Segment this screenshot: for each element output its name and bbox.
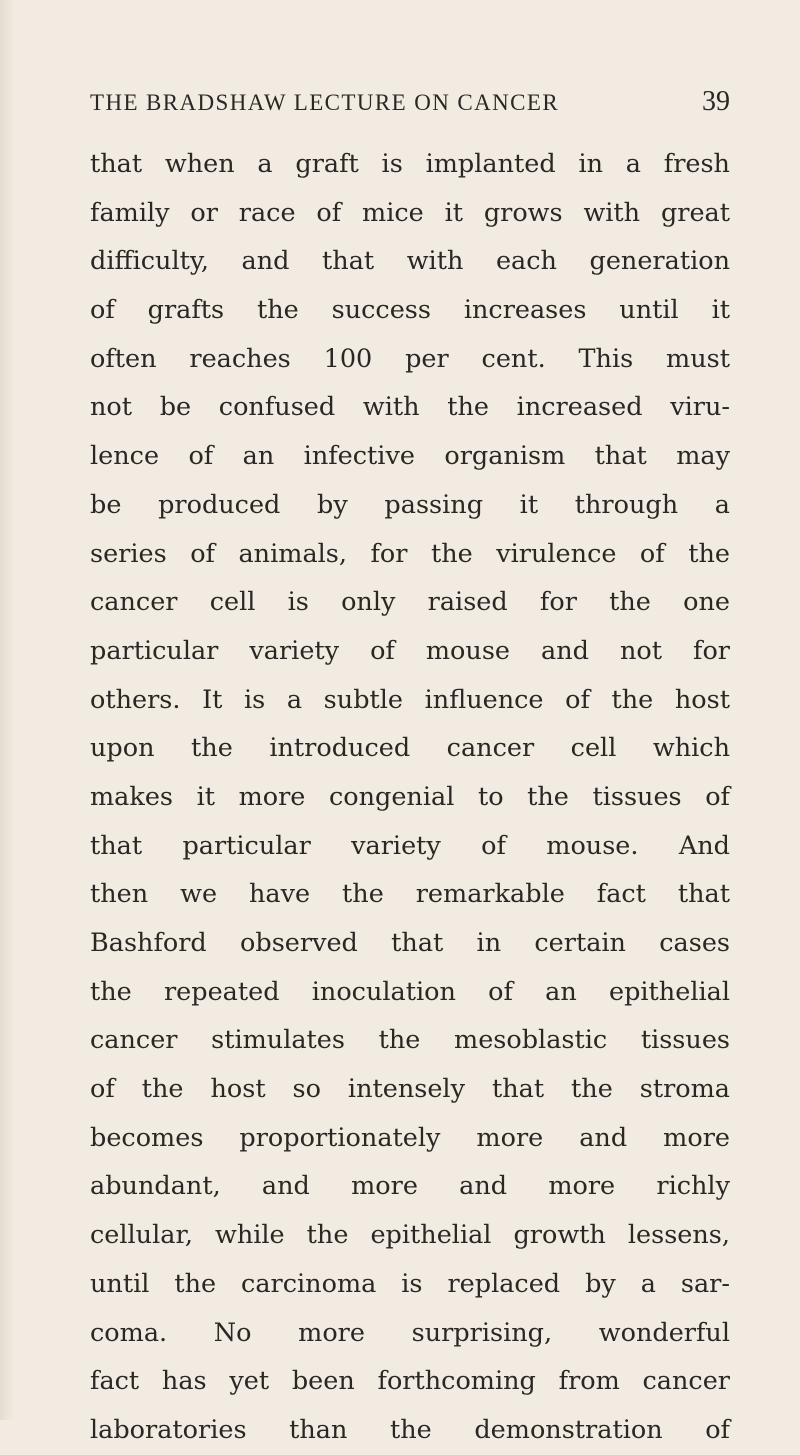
page-edge-shadow [0, 0, 14, 1420]
text-line: not be confused with the increased viru- [90, 392, 730, 423]
text-line: difficulty, and that with each generation [90, 246, 730, 277]
page-number: 39 [702, 86, 730, 117]
text-line: often reaches 100 per cent. This must [90, 343, 730, 374]
text-line: lence of an infective organism that may [90, 441, 730, 472]
text-line: becomes proportionately more and more [90, 1122, 730, 1153]
text-line: until the carcinoma is replaced by a sar- [90, 1268, 730, 1299]
text-line: abundant, and more and more richly [90, 1171, 730, 1202]
text-line: cellular, while the epithelial growth lessens, [90, 1220, 730, 1251]
text-line: series of animals, for the virulence of the [90, 538, 730, 569]
text-line: that particular variety of mouse. And [90, 830, 730, 861]
text-line: of grafts the success increases until it [90, 295, 730, 326]
text-line: family or race of mice it grows with great [90, 197, 730, 228]
text-line: upon the introduced cancer cell which [90, 733, 730, 764]
text-line: others. It is a subtle influence of the host [90, 684, 730, 715]
running-head [90, 86, 730, 118]
text-line: cancer cell is only raised for the one [90, 587, 730, 618]
text-line: the repeated inoculation of an epithelial [90, 976, 730, 1007]
text-line: laboratories than the demonstration of [90, 1414, 730, 1445]
body-text [90, 140, 730, 1455]
text-line: coma. No more surprising, wonderful [90, 1317, 730, 1348]
text-line: then we have the remarkable fact that [90, 879, 730, 910]
text-line: particular variety of mouse and not for [90, 635, 730, 666]
text-line: of the host so intensely that the stroma [90, 1074, 730, 1105]
text-line: Bashford observed that in certain cases [90, 928, 730, 958]
text-line: cancer stimulates the mesoblastic tissues [90, 1025, 730, 1056]
text-line: makes it more congenial to the tissues of [90, 781, 730, 812]
text-line: fact has yet been forthcoming from cancer [90, 1366, 730, 1397]
text-line: that when a graft is implanted in a fresh [90, 149, 730, 179]
running-title: THE BRADSHAW LECTURE ON CANCER [90, 90, 560, 115]
text-line: be produced by passing it through a [90, 489, 730, 520]
